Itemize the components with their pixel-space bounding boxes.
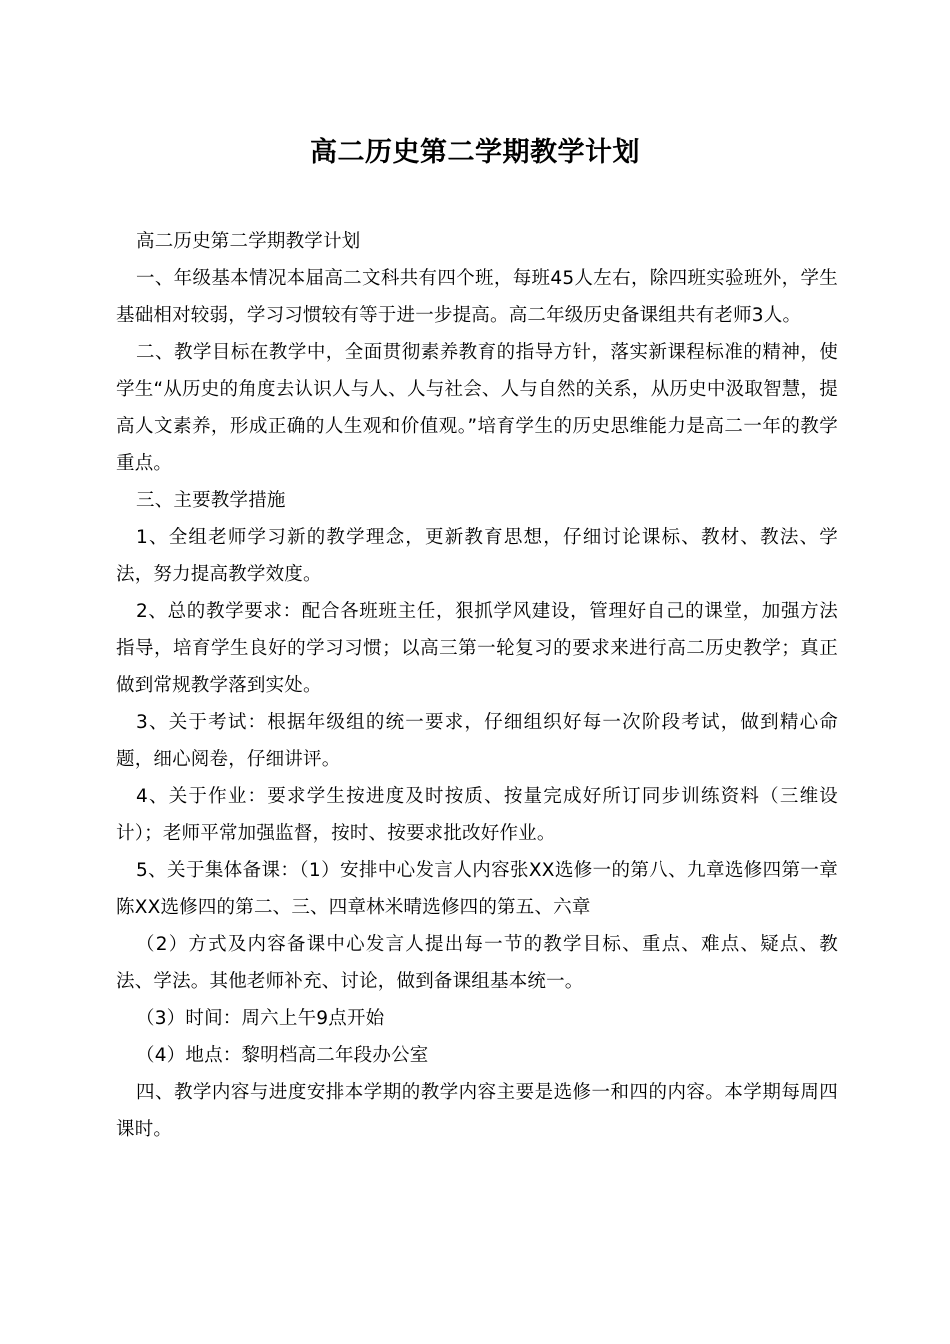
measure-5-paragraph: 5、关于集体备课：（1）安排中心发言人内容张XX选修一的第八、九章选修四第一章陈XX选修四的第二、三、四章林米晴选修四的第五、六章	[116, 860, 838, 918]
measure-3-paragraph: 3、关于考试：根据年级组的统一要求，仔细组织好每一次阶段考试，做到精心命题，细心阅卷，仔细讲评。	[116, 712, 838, 770]
main-measures-heading: 三、主要教学措施	[136, 490, 286, 511]
grade-situation-paragraph: 一、年级基本情况本届高二文科共有四个班，每班45人左右，除四班实验班外，学生基础相对较弱，学习习惯较有等于进一步提高。高二年级历史备课组共有老师3人。	[116, 268, 838, 326]
teaching-goals-paragraph: 二、教学目标在教学中，全面贯彻素养教育的指导方针，落实新课程标准的精神，使学生“从历史的角度去认识人与人、人与社会、人与自然的关系，从历史中汲取智慧，提高人文素养，形成正确的人生观和价值观。”培育学生的历史思维能力是高二一年的教学重点。	[116, 342, 838, 474]
body-heading-paragraph: 高二历史第二学期教学计划	[136, 231, 361, 252]
measure-5-time-paragraph: （3）时间：周六上午9点开始	[136, 1008, 385, 1029]
measure-1-paragraph: 1、全组老师学习新的教学理念，更新教育思想，仔细讨论课标、教材、教法、学法，努力提高教学效度。	[116, 527, 838, 585]
measure-5-method-paragraph: （2）方式及内容备课中心发言人提出每一节的教学目标、重点、难点、疑点、教法、学法。其他老师补充、讨论，做到备课组基本统一。	[116, 934, 838, 992]
content-schedule-paragraph: 四、教学内容与进度安排本学期的教学内容主要是选修一和四的内容。本学期每周四课时。	[116, 1082, 838, 1140]
measure-5-location-paragraph: （4）地点：黎明档高二年段办公室	[136, 1045, 429, 1066]
measure-4-paragraph: 4、关于作业：要求学生按进度及时按质、按量完成好所订同步训练资料（三维设计）；老师平常加强监督，按时、按要求批改好作业。	[116, 786, 838, 844]
document-body	[116, 223, 838, 1148]
measure-2-paragraph: 2、总的教学要求：配合各班班主任，狠抓学风建设，管理好自己的课堂，加强方法指导，培育学生良好的学习习惯；以高三第一轮复习的要求来进行高二历史教学；真正做到常规教学落到实处。	[116, 601, 838, 696]
document-title: 高二历史第二学期教学计划	[310, 137, 640, 168]
